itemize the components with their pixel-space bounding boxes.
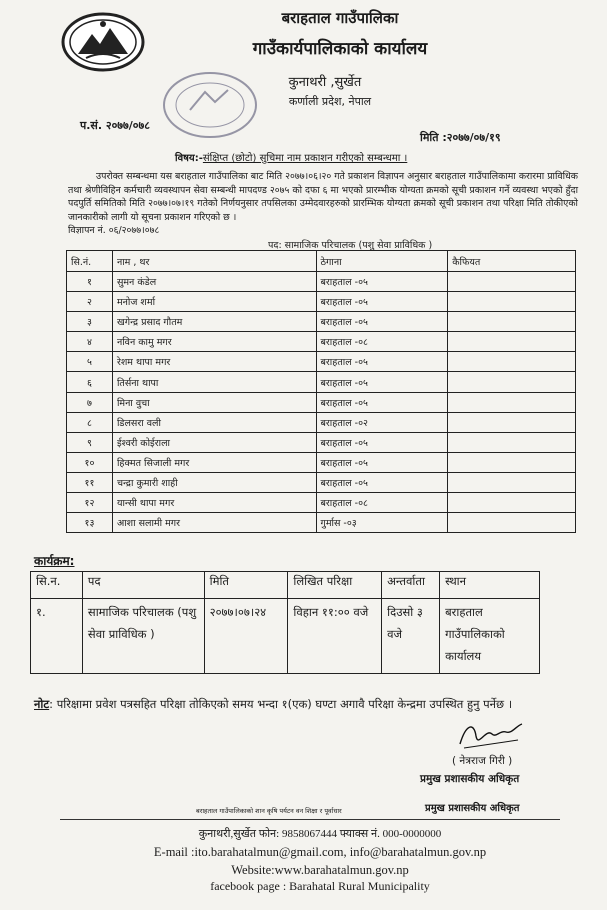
table-row xyxy=(67,372,576,392)
serial-cell: ८ xyxy=(67,412,113,432)
serial-cell: १३ xyxy=(67,513,113,533)
remark-cell xyxy=(448,432,576,452)
col-interview: अन्तर्वाता xyxy=(382,572,440,599)
municipality-logo xyxy=(58,10,148,74)
notice-paragraph: उपरोक्त सम्बन्धमा यस बराहताल गाउँपालिका बाट मिति २०७७।०६।२० गते प्रकाशन विज्ञापन अनुसार बराहताल गाउँपालिकामा करारमा प्राविधिक तथा श्रेणीविहिन कर्मचारी व्यवस्थापन सेवा सम्बन्धी मापदण्ड २०७५ को दफा ६ मा भएको प्रारम्भीक योग्यता क्रमको सूची प्रकाशन गर्ने व्यवस्था भएको हुँदा पदपुर्ति समितिको मिति २०७७।०७।१९ गतेको निर्णयनुसार तपसिलका उम्मेदवारहरुको प्रारम्भिक योग्यता क्रमको सूची प्रकाशन तथा परिक्षा मिति तोकीएको जानकारीको लागी यो सूचना प्रकाशन गरिएको छ । xyxy=(68,171,578,223)
name-cell: ईश्वरी कोईराला xyxy=(112,432,316,452)
serial-cell: ३ xyxy=(67,312,113,332)
org-name: बराहताल गाउँपालिका xyxy=(281,9,399,27)
address-cell: बराहताल -०५ xyxy=(316,372,448,392)
address-cell: बराहताल -०५ xyxy=(316,392,448,412)
footer-address: कुनाथरी,सुर्खेत फोन: 9858067444 फ्याक्स नं. 000-0000000 xyxy=(198,828,442,840)
signature xyxy=(456,718,526,752)
remark-cell xyxy=(448,392,576,412)
serial-cell: ११ xyxy=(67,472,113,492)
footer-facebook: facebook page : Barahatal Rural Municipality xyxy=(210,879,430,893)
program-label: कार्यक्रम: xyxy=(34,554,75,568)
table-row xyxy=(67,332,576,352)
post-cell: सामाजिक परिचालक (पशु सेवा प्राविधिक ) xyxy=(82,599,204,674)
subject-line xyxy=(175,150,407,164)
serial-cell: ९ xyxy=(67,432,113,452)
post-line: पद: सामाजिक परिचालक (पशु सेवा प्राविधिक ) xyxy=(268,240,433,251)
address-cell: बराहताल -०५ xyxy=(316,432,448,452)
table-row xyxy=(67,312,576,332)
name-cell: हिक्मत सिजाली मगर xyxy=(112,452,316,472)
serial-cell: १ xyxy=(67,272,113,292)
table-row xyxy=(67,472,576,492)
table-row xyxy=(67,432,576,452)
name-cell: आशा सलामी मगर xyxy=(112,513,316,533)
note xyxy=(34,697,512,712)
subject-prefix: विषय:- xyxy=(175,153,203,164)
address-cell: बराहताल -०५ xyxy=(316,472,448,492)
candidate-table xyxy=(66,250,576,533)
serial-cell: २ xyxy=(67,292,113,312)
stamp-text: बराहताल गाउँपालिकाको शान कृषि पर्यटन वन शिक्षा र पूर्वाधार xyxy=(196,807,342,815)
issue-date: मिति :२०७७/०७/१९ xyxy=(420,131,501,144)
name-cell: यान्सी थापा मगर xyxy=(112,493,316,513)
name-cell: रेशम थापा मगर xyxy=(112,352,316,372)
address-cell: बराहताल -०५ xyxy=(316,352,448,372)
stamp-title: प्रमुख प्रशासकीय अधिकृत xyxy=(425,803,520,814)
name-cell: मिना वुचा xyxy=(112,392,316,412)
name-cell: तिर्सना थापा xyxy=(112,372,316,392)
address-cell: बराहताल -०८ xyxy=(316,493,448,513)
address-cell: गुर्मास -०३ xyxy=(316,513,448,533)
col-post: पद xyxy=(82,572,204,599)
table-row xyxy=(67,412,576,432)
footer-website: Website:www.barahatalmun.gov.np xyxy=(231,863,409,877)
serial-cell: ७ xyxy=(67,392,113,412)
footer-email: E-mail :ito.barahatalmun@gmail.com, info@barahatalmun.gov.np xyxy=(153,845,487,859)
col-written-exam: लिखित परिक्षा xyxy=(288,572,382,599)
address-cell: बराहताल -०५ xyxy=(316,272,448,292)
office-name: गाउँकार्यपालिकाको कार्यालय xyxy=(252,39,428,59)
col-date: मिति xyxy=(204,572,288,599)
name-cell: नविन कामु मगर xyxy=(112,332,316,352)
col-serial: सि.न. xyxy=(31,572,83,599)
address-cell: बराहताल -०८ xyxy=(316,332,448,352)
table-row xyxy=(67,352,576,372)
serial-cell: १० xyxy=(67,452,113,472)
reference-number: प.सं. २०७७/०७८ xyxy=(80,119,150,132)
serial-cell: ४ xyxy=(67,332,113,352)
remark-cell xyxy=(448,452,576,472)
date-cell: २०७७।०७।२४ xyxy=(204,599,288,674)
province: कर्णाली प्रदेश, नेपाल xyxy=(288,95,372,108)
serial-cell: ६ xyxy=(67,372,113,392)
table-row xyxy=(67,392,576,412)
col-address: ठेगाना xyxy=(316,251,448,272)
footer-divider xyxy=(60,819,560,820)
name-cell: सुमन कंडेल xyxy=(112,272,316,292)
note-label: नोट xyxy=(34,697,50,711)
candidate-table-header xyxy=(67,251,576,272)
remark-cell xyxy=(448,272,576,292)
remark-cell xyxy=(448,513,576,533)
interview-cell: दिउसो ३ वजे xyxy=(382,599,440,674)
note-text: : परिक्षामा प्रवेश पत्रसहित परिक्षा तोकिएको समय भन्दा १(एक) घण्टा अगावै परिक्षा केन्द्रमा उपस्थित हुनु पर्नेछ । xyxy=(49,697,513,711)
remark-cell xyxy=(448,412,576,432)
name-cell: चन्द्रा कुमारी शाही xyxy=(112,472,316,492)
remark-cell xyxy=(448,372,576,392)
program-table-header xyxy=(31,572,540,599)
address-cell: बराहताल -०५ xyxy=(316,292,448,312)
remark-cell xyxy=(448,292,576,312)
col-name: नाम , थर xyxy=(112,251,316,272)
remark-cell xyxy=(448,352,576,372)
venue-cell: बराहताल गाउँपालिकाको कार्यालय xyxy=(440,599,540,674)
table-row xyxy=(67,292,576,312)
table-row xyxy=(67,452,576,472)
remark-cell xyxy=(448,493,576,513)
table-row xyxy=(31,599,540,674)
serial-cell: १२ xyxy=(67,493,113,513)
name-cell: खगेन्द्र प्रसाद गौतम xyxy=(112,312,316,332)
col-remarks: कैफियत xyxy=(448,251,576,272)
address-cell: बराहताल -०५ xyxy=(316,452,448,472)
subject-text: संक्षिप्त (छोटो) सुचिमा नाम प्रकाशन गरीएको सम्बन्धमा । xyxy=(202,153,408,164)
name-cell: मनोज शर्मा xyxy=(112,292,316,312)
col-serial: सि.नं. xyxy=(67,251,113,272)
col-venue: स्थान xyxy=(440,572,540,599)
program-table xyxy=(30,571,540,674)
notice-body xyxy=(68,170,578,238)
location: कुनाथरी ,सुर्खेत xyxy=(288,75,362,90)
remark-cell xyxy=(448,332,576,352)
written-exam-cell: विहान ११:०० वजे xyxy=(288,599,382,674)
name-cell: डिलसरा वली xyxy=(112,412,316,432)
table-row xyxy=(67,493,576,513)
address-cell: बराहताल -०२ xyxy=(316,412,448,432)
address-cell: बराहताल -०५ xyxy=(316,312,448,332)
advertisement-number: विज्ञापन नं. ०६/२०७७।०७८ xyxy=(68,225,160,237)
signatory-name: ( नेत्रराज गिरी ) xyxy=(452,755,513,767)
remark-cell xyxy=(448,472,576,492)
serial-cell: १. xyxy=(31,599,83,674)
table-row xyxy=(67,272,576,292)
remark-cell xyxy=(448,312,576,332)
signatory-title: प्रमुख प्रशासकीय अधिकृत xyxy=(420,773,520,785)
table-row xyxy=(67,513,576,533)
serial-cell: ५ xyxy=(67,352,113,372)
